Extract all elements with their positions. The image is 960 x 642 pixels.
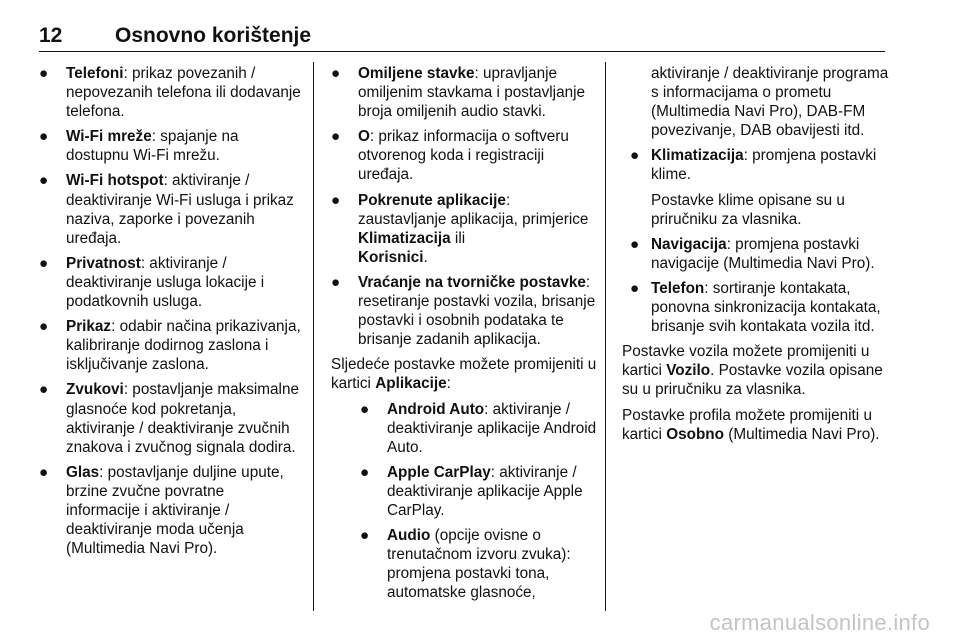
list-item: [39, 317, 301, 374]
item-term: Privatnost: [66, 254, 141, 272]
bullet-icon: ●: [360, 463, 370, 481]
list-item: [39, 171, 301, 247]
list-item: [331, 526, 597, 602]
paragraph-term: Vozilo: [666, 362, 711, 380]
page-header: [39, 24, 885, 52]
bullet-icon: ●: [360, 527, 370, 545]
list-item: [331, 273, 597, 349]
bullet-icon: ●: [39, 128, 49, 146]
item-text: : odabir načina prikazivanja, kalibriranje dodirnog zaslona i isključivanje zaslona.: [66, 318, 301, 374]
page-number: 12: [39, 24, 63, 47]
paragraph-text: :: [446, 375, 451, 393]
item-text: : zaustavljanje aplikacija, primjerice: [358, 191, 589, 228]
item-term: Prikaz: [66, 318, 112, 336]
bullet-icon: ●: [360, 400, 370, 418]
paragraph-text: Postavke profila možete promijeniti u kartici: [622, 406, 872, 443]
item-term: Android Auto: [387, 400, 485, 418]
header-rule: [39, 51, 885, 52]
item-term: Navigacija: [651, 235, 727, 253]
bullet-icon: ●: [630, 279, 640, 297]
list-item: [622, 146, 890, 184]
item-term: Wi-Fi hotspot: [66, 172, 164, 190]
item-term: Zvukovi: [66, 381, 124, 399]
item-note: Postavke klime opisane su u priručniku za vlasnika.: [651, 191, 845, 228]
item-text: : upravljanje omiljenim stavkama i postavljanje broja omiljenih audio stavki.: [358, 65, 585, 121]
bullet-icon: ●: [39, 254, 49, 272]
list-continuation: aktiviranje / deaktiviranje programa s informacijama o prometu (Multimedia Navi Pro), DAB-FM povezivanje, DAB obavijesti itd.: [651, 65, 889, 140]
item-text: ili: [450, 229, 466, 247]
item-text: : prikaz informacija o softveru otvorenog koda i registraciji uređaja.: [358, 128, 569, 184]
bullet-icon: ●: [331, 128, 341, 146]
list-item: [39, 64, 301, 121]
column-divider: [313, 62, 314, 611]
list-item: [39, 127, 301, 165]
item-term: Klimatizacija: [358, 229, 451, 247]
item-term: Telefoni: [66, 65, 124, 82]
bullet-icon: ●: [630, 147, 640, 165]
bullet-icon: ●: [39, 463, 49, 481]
bullet-icon: ●: [331, 191, 341, 209]
bullet-icon: ●: [39, 65, 49, 82]
column-1: [39, 64, 301, 564]
item-term: Wi-Fi mreže: [66, 128, 152, 146]
list-item: [39, 254, 301, 311]
bullet-icon: ●: [331, 65, 341, 82]
item-term: Korisnici: [358, 248, 424, 266]
item-text: .: [423, 248, 428, 266]
bullet-icon: ●: [39, 381, 49, 399]
item-text: : promjena postavki navigacije (Multimedia Navi Pro).: [651, 235, 875, 272]
item-term: Vraćanje na tvorničke postavke: [358, 273, 586, 291]
item-term: Klimatizacija: [651, 147, 744, 165]
item-term: Apple CarPlay: [387, 463, 491, 481]
item-text: : aktiviranje / deaktiviranje Wi-Fi usluga i prikaz naziva, zaporke i povezanih uređaja.: [66, 172, 294, 247]
item-text: : promjena postavki klime.: [651, 147, 877, 184]
list-item: [331, 191, 597, 267]
item-term: Pokrenute aplikacije: [358, 191, 506, 209]
paragraph: [331, 355, 597, 393]
list-item: [331, 400, 597, 457]
list-item: [331, 127, 597, 184]
paragraph-term: Aplikacije: [375, 375, 447, 393]
item-term: O: [358, 128, 370, 146]
list-item: [39, 380, 301, 456]
item-text: : postavljanje maksimalne glasnoće kod pokretanja, aktiviranje / deaktiviranje zvučnih znakova i zvučnog signala dodira.: [66, 381, 299, 456]
bullet-icon: ●: [39, 172, 49, 190]
bullet-icon: ●: [39, 318, 49, 336]
list-item: [622, 279, 890, 336]
paragraph: [622, 406, 890, 444]
item-text: : aktiviranje / deaktiviranje usluga lokacije i podatkovnih usluga.: [66, 254, 265, 311]
list-item: [331, 463, 597, 520]
item-text: : sortiranje kontakata, ponovna sinkronizacija kontakata, brisanje svih kontakata vozila itd.: [651, 279, 881, 336]
column-2: [331, 64, 597, 608]
paragraph-term: Osobno: [666, 425, 724, 443]
list-item: [331, 64, 597, 121]
column-divider: [605, 62, 606, 611]
bullet-icon: ●: [331, 273, 341, 291]
item-term: Telefon: [651, 279, 705, 297]
item-term: Audio: [387, 527, 431, 545]
item-text: (opcije ovisne o trenutačnom izvoru zvuka): promjena postavki tona, automatske glasnoće,: [387, 527, 571, 602]
item-text: : postavljanje duljine upute, brzine zvučne povratne informacije i aktiviranje / deaktiviranje moda učenja (Multimedia Navi Pro).: [66, 463, 284, 558]
paragraph-text: (Multimedia Navi Pro).: [724, 425, 880, 443]
item-text: : aktiviranje / deaktiviranje aplikacije Android Auto.: [387, 400, 597, 456]
paragraph-text: . Postavke vozila opisane su u priručniku za vlasnika.: [622, 362, 883, 399]
paragraph-text: Sljedeće postavke možete promijeniti u kartici: [331, 356, 597, 393]
bullet-icon: ●: [630, 235, 640, 253]
paragraph: [622, 342, 890, 399]
item-term: Glas: [66, 463, 100, 481]
column-3: [622, 64, 890, 450]
item-term: Omiljene stavke: [358, 65, 475, 82]
item-text: : prikaz povezanih / nepovezanih telefona ili dodavanje telefona.: [66, 65, 301, 121]
item-text: : spajanje na dostupnu Wi-Fi mrežu.: [66, 128, 239, 165]
paragraph-text: Postavke vozila možete promijeniti u kartici: [622, 343, 870, 380]
watermark: carmanualsonline.info: [709, 610, 930, 635]
item-text: : resetiranje postavki vozila, brisanje postavki i osobnih podataka te brisanje zadanih aplikacija.: [358, 273, 596, 349]
list-item: [39, 463, 301, 558]
item-text: : aktiviranje / deaktiviranje aplikacije Apple CarPlay.: [387, 463, 583, 519]
list-item: [622, 235, 890, 273]
page-title: Osnovno korištenje: [115, 24, 312, 47]
